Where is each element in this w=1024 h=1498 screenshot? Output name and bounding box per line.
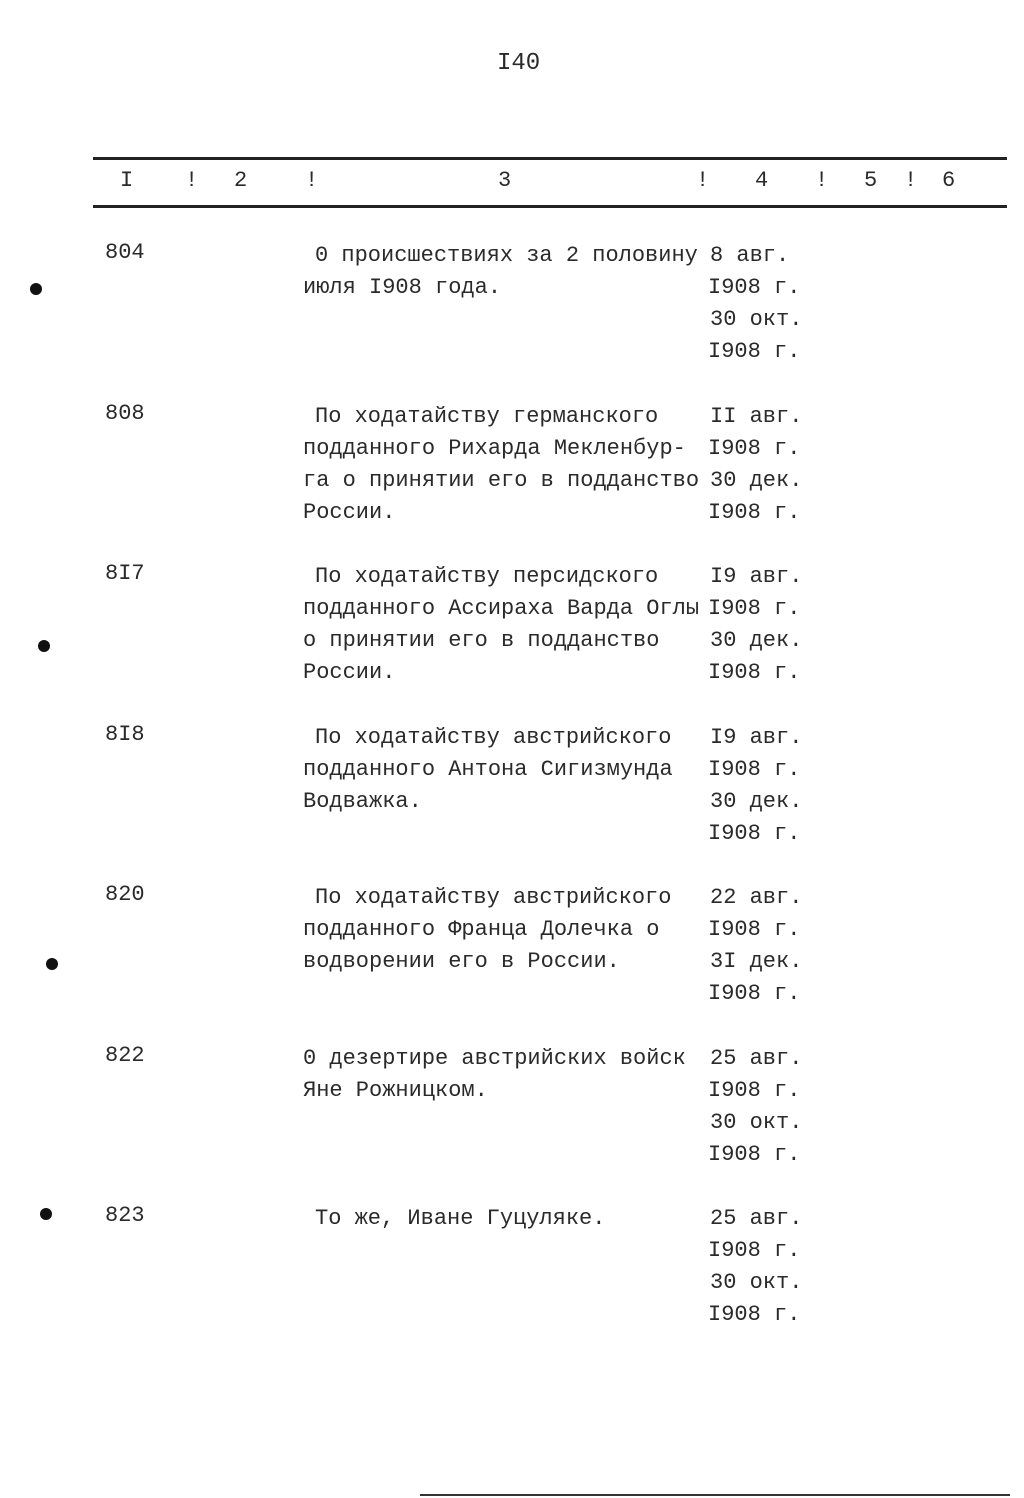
description-line: Водважка.: [303, 788, 422, 814]
column-header-4: 4: [755, 168, 769, 193]
start-date-line: I908 г.: [708, 1238, 801, 1263]
start-date-line: I908 г.: [708, 596, 801, 621]
description-line: подданного Ассираха Варда Оглы: [303, 596, 700, 621]
entry-dates: [708, 401, 802, 529]
punch-hole-mark: [30, 283, 42, 295]
column-separator: !: [696, 168, 710, 193]
end-date-line: 30 дек.: [710, 628, 803, 653]
end-date-line: I908 г.: [708, 660, 801, 685]
table-header-bottom-rule: [93, 205, 1007, 208]
end-date-line: I908 г.: [708, 981, 801, 1006]
column-header-1: I: [120, 168, 134, 193]
entry-description: [303, 1043, 686, 1107]
entry-number: 8I7: [105, 561, 145, 586]
description-line: Яне Рожницком.: [303, 1077, 488, 1103]
end-date-line: 30 окт.: [710, 307, 803, 332]
description-line: По ходатайству германского: [315, 403, 659, 429]
description-line: подданного Рихарда Мекленбур-: [303, 435, 686, 461]
column-separator: !: [815, 168, 829, 193]
table-row: [0, 561, 1024, 701]
end-date-line: 30 дек.: [710, 788, 803, 814]
description-line: 0 дезертире австрийских войск: [303, 1045, 686, 1071]
description-line: 0 происшествиях за 2 половину: [315, 243, 698, 268]
description-line: По ходатайству персидского: [315, 564, 659, 589]
column-separator: !: [305, 168, 319, 193]
table-row: [0, 882, 1024, 1022]
punch-hole-mark: [40, 1208, 52, 1220]
table-header-top-rule: [93, 157, 1007, 160]
end-date-line: I908 г.: [708, 1302, 801, 1327]
entry-description: [303, 722, 673, 818]
entry-dates: [708, 1203, 802, 1331]
start-date-line: 22 авг.: [710, 885, 803, 910]
end-date-line: 30 окт.: [710, 1109, 803, 1135]
column-header-3: 3: [498, 168, 512, 193]
start-date-line: 25 авг.: [710, 1045, 803, 1071]
entry-dates: [708, 722, 802, 850]
entry-description: [303, 882, 671, 978]
column-header-2: 2: [234, 168, 248, 193]
description-line: По ходатайству австрийского: [315, 885, 672, 910]
start-date-line: II авг.: [710, 403, 803, 429]
punch-hole-mark: [46, 958, 58, 970]
start-date-line: I908 г.: [708, 756, 801, 782]
description-line: июля I908 года.: [303, 275, 502, 300]
description-line: подданного Антона Сигизмунда: [303, 756, 673, 782]
start-date-line: 8 авг.: [710, 243, 790, 268]
description-line: России.: [303, 499, 396, 525]
end-date-line: I908 г.: [708, 339, 801, 364]
entry-number: 823: [105, 1203, 145, 1228]
column-separator: !: [904, 168, 918, 193]
entry-description: [303, 240, 698, 304]
description-line: России.: [303, 660, 396, 685]
entry-number: 8I8: [105, 721, 145, 747]
entry-dates: [708, 1043, 802, 1171]
table-row: [0, 401, 1024, 541]
footer-rule: [420, 1494, 1010, 1496]
start-date-line: I9 авг.: [710, 564, 803, 589]
description-line: То же, Иване Гуцуляке.: [315, 1206, 606, 1231]
table-row: [0, 722, 1024, 862]
table-row: [0, 1043, 1024, 1183]
entry-description: [303, 401, 699, 529]
start-date-line: I9 авг.: [710, 724, 803, 750]
page-number: I40: [497, 50, 541, 77]
column-header-5: 5: [864, 168, 878, 193]
end-date-line: 3I дек.: [710, 949, 803, 974]
entry-number: 804: [105, 240, 145, 265]
entry-dates: [708, 882, 802, 1010]
table-row: [0, 1203, 1024, 1343]
end-date-line: I908 г.: [708, 499, 801, 525]
description-line: о принятии его в подданство: [303, 628, 660, 653]
entry-description: [303, 561, 699, 689]
start-date-line: I908 г.: [708, 275, 801, 300]
end-date-line: 30 окт.: [710, 1270, 803, 1295]
entry-number: 808: [105, 400, 145, 426]
description-line: водворении его в России.: [303, 949, 620, 974]
table-row: [0, 240, 1024, 380]
start-date-line: I908 г.: [708, 435, 801, 461]
entry-dates: [708, 240, 802, 368]
end-date-line: I908 г.: [708, 1141, 801, 1167]
start-date-line: I908 г.: [708, 1077, 801, 1103]
description-line: По ходатайству австрийского: [315, 724, 672, 750]
description-line: га о принятии его в подданство: [303, 467, 700, 493]
description-line: подданного Франца Долечка о: [303, 917, 660, 942]
end-date-line: I908 г.: [708, 820, 801, 846]
entry-description: [303, 1203, 605, 1235]
punch-hole-mark: [38, 640, 50, 652]
start-date-line: 25 авг.: [710, 1206, 803, 1231]
end-date-line: 30 дек.: [710, 467, 803, 493]
column-header-6: 6: [942, 168, 956, 193]
start-date-line: I908 г.: [708, 917, 801, 942]
entry-dates: [708, 561, 802, 689]
column-separator: !: [185, 168, 199, 193]
entry-number: 822: [105, 1042, 145, 1068]
entry-number: 820: [105, 882, 145, 907]
